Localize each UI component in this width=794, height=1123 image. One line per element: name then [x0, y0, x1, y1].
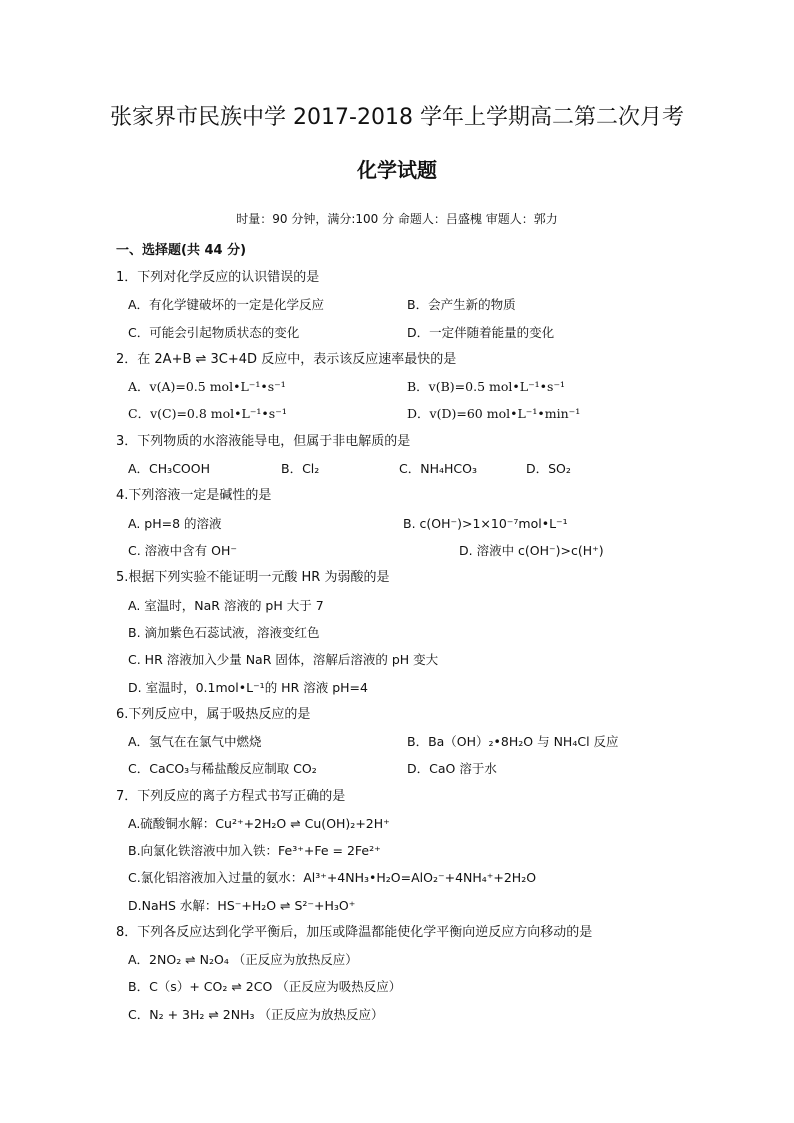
option: D. 溶液中 c(OH⁻)>c(H⁺): [459, 543, 604, 558]
option: D．一定伴随着能量的变化: [407, 325, 555, 340]
question-stem: 5.根据下列实验不能证明一元酸 HR 为弱酸的是: [116, 570, 390, 585]
option: C．CaCO₃与稀盐酸反应制取 CO₂: [128, 761, 317, 776]
option: C. HR 溶液加入少量 NaR 固体，溶解后溶液的 pH 变大: [128, 652, 439, 667]
question-stem: 7．下列反应的离子方程式书写正确的是: [116, 789, 346, 804]
option: B. c(OH⁻)>1×10⁻⁷mol•L⁻¹: [403, 516, 568, 531]
exam-subtitle: 化学试题: [357, 158, 437, 182]
exam-meta: 时量：90 分钟，满分:100 分 命题人：吕盛槐 审题人：郭力: [236, 212, 558, 226]
option: B．C（s）+ CO₂ ⇌ 2CO （正反应为吸热反应）: [128, 979, 402, 994]
option: B．v(B)=0.5 mol•L⁻¹•s⁻¹: [407, 379, 566, 394]
option: A．氢气在在氯气中燃烧: [128, 734, 262, 749]
question-stem: 4.下列溶液一定是碱性的是: [116, 488, 272, 503]
option: B．Ba（OH）₂•8H₂O 与 NH₄Cl 反应: [407, 734, 619, 749]
option: B．会产生新的物质: [407, 297, 516, 312]
option: B. 滴加紫色石蕊试液，溶液变红色: [128, 625, 320, 640]
question-stem: 8．下列各反应达到化学平衡后，加压或降温都能使化学平衡向逆反应方向移动的是: [116, 925, 593, 940]
option: D.NaHS 水解：HS⁻+H₂O ⇌ S²⁻+H₃O⁺: [128, 898, 356, 913]
option: C．v(C)=0.8 mol•L⁻¹•s⁻¹: [128, 406, 287, 421]
question-stem: 1．下列对化学反应的认识错误的是: [116, 270, 320, 285]
option: D．SO₂: [526, 461, 571, 476]
option: C．NH₄HCO₃: [399, 461, 477, 476]
option: C．可能会引起物质状态的变化: [128, 325, 300, 340]
option: A. 室温时，NaR 溶液的 pH 大于 7: [128, 598, 324, 613]
question-stem: 2．在 2A+B ⇌ 3C+4D 反应中，表示该反应速率最快的是: [116, 352, 457, 367]
option: B．Cl₂: [281, 461, 320, 476]
option: C. 溶液中含有 OH⁻: [128, 543, 237, 558]
option: D. 室温时，0.1mol•L⁻¹的 HR 溶液 pH=4: [128, 680, 368, 695]
option: D．v(D)=60 mol•L⁻¹•min⁻¹: [407, 406, 581, 421]
option: A．2NO₂ ⇌ N₂O₄ （正反应为放热反应）: [128, 952, 358, 967]
question-stem: 6.下列反应中，属于吸热反应的是: [116, 707, 311, 722]
option: B.向氯化铁溶液中加入铁：Fe³⁺+Fe = 2Fe²⁺: [128, 843, 381, 858]
option: C.氯化铝溶液加入过量的氨水：Al³⁺+4NH₃•H₂O=AlO₂⁻+4NH₄⁺+2H₂O: [128, 870, 537, 885]
option: A．v(A)=0.5 mol•L⁻¹•s⁻¹: [128, 379, 286, 394]
option: A. pH=8 的溶液: [128, 516, 222, 531]
exam-title: 张家界市民族中学 2017-2018 学年上学期高二第二次月考: [110, 105, 684, 130]
option: D．CaO 溶于水: [407, 761, 497, 776]
option: A．CH₃COOH: [128, 461, 210, 476]
question-stem: 3．下列物质的水溶液能导电，但属于非电解质的是: [116, 434, 411, 449]
option: A.硫酸铜水解：Cu²⁺+2H₂O ⇌ Cu(OH)₂+2H⁺: [128, 816, 390, 831]
section-heading: 一、选择题(共 44 分): [116, 243, 247, 258]
option: C．N₂ + 3H₂ ⇌ 2NH₃ （正反应为放热反应）: [128, 1007, 384, 1022]
option: A．有化学键破坏的一定是化学反应: [128, 297, 325, 312]
